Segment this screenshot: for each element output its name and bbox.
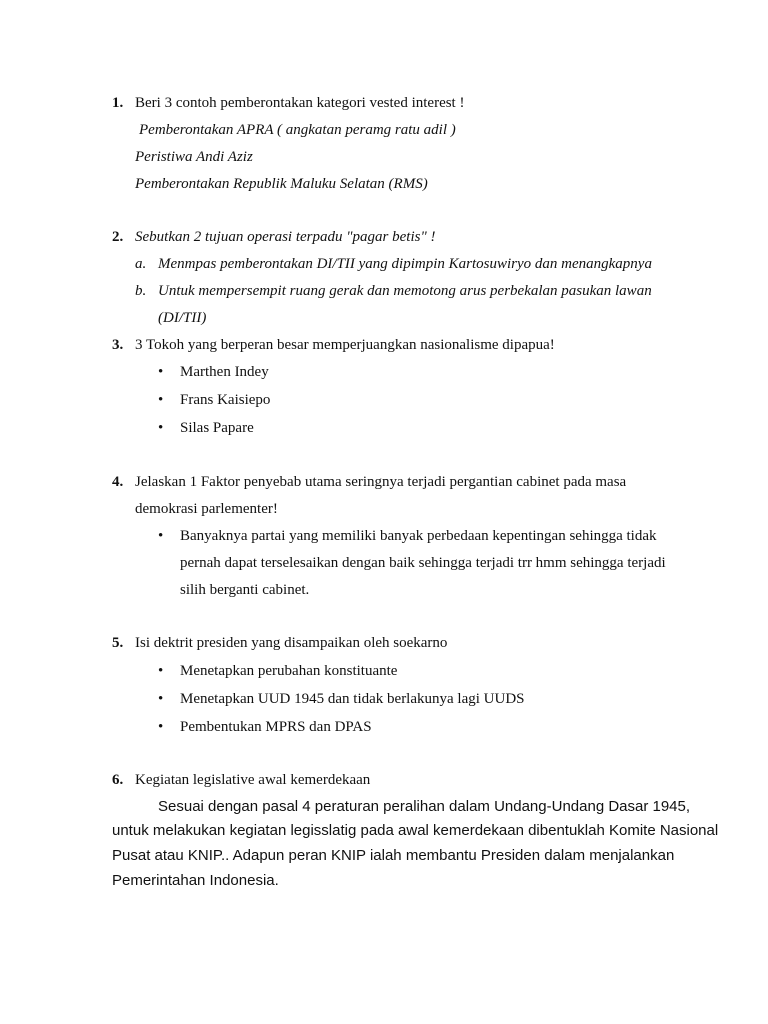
q6-paragraph-line-3: Pusat atau KNIP.. Adapun peran KNIP ialah membantu Presiden dalam menjalankan [112, 847, 675, 864]
q2-item-b-text: Untuk mempersempit ruang gerak dan memotong arus perbekalan pasukan lawan [158, 283, 652, 299]
q6-question: Kegiatan legislative awal kemerdekaan [135, 772, 371, 788]
q2-item-a-text: Menmpas pemberontakan DI/TII yang dipimpin Kartosuwiryo dan menangkapnya [158, 256, 652, 272]
q2-item-a-marker: a. [135, 256, 147, 272]
q3-question: 3 Tokoh yang berperan besar memperjuangkan nasionalisme dipapua! [135, 337, 555, 353]
q6-paragraph-line-1: Sesuai dengan pasal 4 peraturan peralihan dalam Undang-Undang Dasar 1945, [158, 798, 691, 815]
bullet-icon: • [158, 392, 164, 408]
bullet-icon: • [158, 420, 164, 436]
q3-number: 3. [112, 337, 124, 353]
q3-bullet-1: Marthen Indey [180, 364, 269, 380]
q6-paragraph-line-2: untuk melakukan kegiatan legisslatig pada awal kemerdekaan dibentuklah Komite Nasional [112, 822, 719, 839]
q4-bullet-line-3: silih berganti cabinet. [180, 582, 310, 598]
bullet-icon: • [158, 691, 164, 707]
q6-paragraph-line-4: Pemerintahan Indonesia. [112, 872, 279, 889]
q1-answer-3: Pemberontakan Republik Maluku Selatan (RMS) [135, 176, 428, 192]
q2-item-b-continuation: (DI/TII) [158, 310, 207, 326]
q1-answer-1: Pemberontakan APRA ( angkatan peramg ratu adil ) [139, 122, 456, 138]
q4-number: 4. [112, 474, 124, 490]
bullet-icon: • [158, 364, 164, 380]
q5-number: 5. [112, 635, 124, 651]
q1-question: Beri 3 contoh pemberontakan kategori vested interest ! [135, 95, 465, 111]
q2-item-b-marker: b. [135, 283, 147, 299]
q3-bullet-2: Frans Kaisiepo [180, 392, 271, 408]
q1-answer-2: Peristiwa Andi Aziz [135, 149, 253, 165]
bullet-icon: • [158, 719, 164, 735]
q5-question: Isi dektrit presiden yang disampaikan oleh soekarno [135, 635, 448, 651]
q4-bullet-line-2: pernah dapat terselesaikan dengan baik sehingga terjadi trr hmm sehingga terjadi [180, 555, 666, 571]
q6-number: 6. [112, 772, 124, 788]
q5-bullet-3: Pembentukan MPRS dan DPAS [180, 719, 372, 735]
q2-question: Sebutkan 2 tujuan operasi terpadu "pagar betis" ! [135, 229, 436, 245]
q5-bullet-1: Menetapkan perubahan konstituante [180, 663, 398, 679]
bullet-icon: • [158, 528, 164, 544]
q4-bullet-line-1: Banyaknya partai yang memiliki banyak perbedaan kepentingan sehingga tidak [180, 528, 657, 544]
q5-bullet-2: Menetapkan UUD 1945 dan tidak berlakunya lagi UUDS [180, 691, 525, 707]
q4-question-line-1: Jelaskan 1 Faktor penyebab utama seringnya terjadi pergantian cabinet pada masa [135, 474, 627, 490]
q4-question-line-2: demokrasi parlementer! [135, 501, 278, 517]
q2-number: 2. [112, 229, 124, 245]
q1-number: 1. [112, 95, 124, 111]
bullet-icon: • [158, 663, 164, 679]
q3-bullet-3: Silas Papare [180, 420, 254, 436]
